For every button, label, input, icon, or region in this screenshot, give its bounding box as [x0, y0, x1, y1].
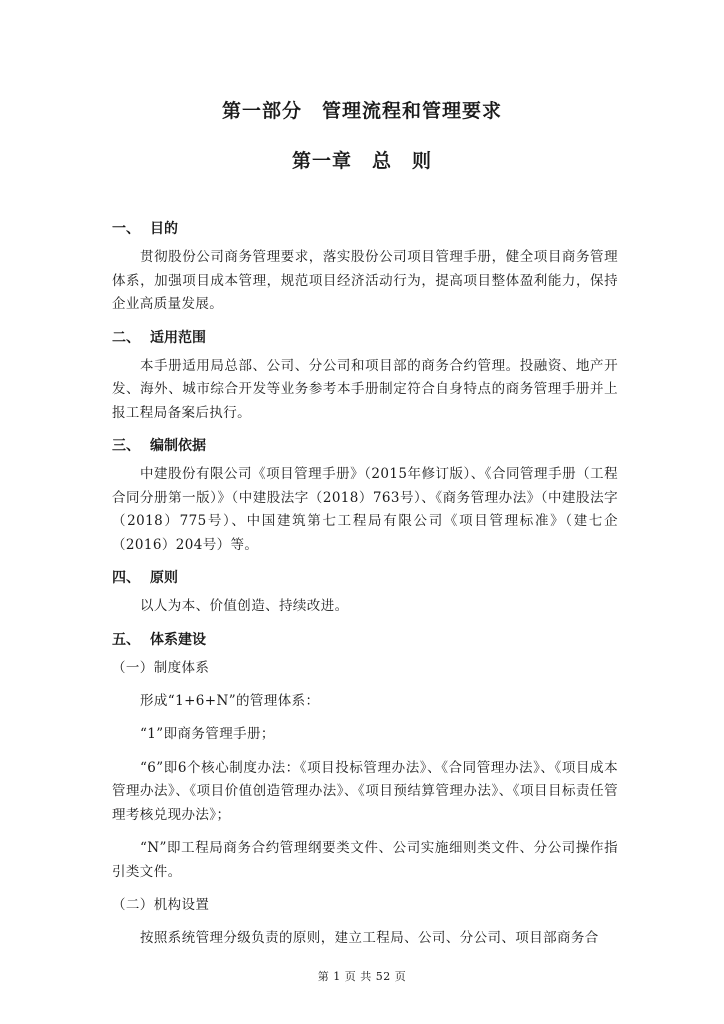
subsection-paragraph: “6”即6个核心制度办法：《项目投标管理办法》、《合同管理办法》、《项目成本管理办法》、《项目价值创造管理办法》、《项目预结算管理办法》、《项目目标责任管理考核兑现办法》； — [112, 759, 618, 823]
section-paragraph: 中建股份有限公司《项目管理手册》（2015年修订版）、《合同管理手册（工程合同分册第一版）》（中建股法字（2018）763号）、《商务管理办法》（中建股法字（2018）775号）、中国建筑第七工程局有限公司《项目管理标准》（建七企（2016）204号）等。 — [112, 466, 618, 553]
page-footer: 第 1 页 共 52 页 — [317, 970, 407, 983]
subsection-paragraph: 按照系统管理分级负责的原则，建立工程局、公司、分公司、项目部商务合 — [140, 930, 599, 946]
subsection-title: （二）机构设置 — [112, 897, 210, 913]
section-heading — [112, 567, 618, 589]
section-number: 四、 — [112, 570, 140, 586]
section-number: 一、 — [112, 221, 140, 237]
subsection-paragraph: “N”即工程局商务合约管理纲要类文件、公司实施细则类文件、分公司操作指引类文件。 — [112, 840, 618, 880]
section-title: 目的 — [150, 221, 178, 237]
section-number: 三、 — [112, 438, 140, 454]
section-paragraph: 本手册适用局总部、公司、分公司和项目部的商务合约管理。投融资、地产开发、海外、城市综合开发等业务参考本手册制定符合自身特点的商务管理手册并上报工程局备案后执行。 — [112, 357, 618, 421]
section-number: 二、 — [112, 329, 140, 346]
document-body — [112, 218, 618, 961]
chapter-title: 第一章 总 则 — [291, 150, 432, 172]
section-title: 体系建设 — [150, 631, 206, 648]
section-title: 编制依据 — [150, 438, 206, 454]
part-title: 第一部分 管理流程和管理要求 — [221, 100, 502, 122]
section-paragraph: 以人为本、价值创造、持续改进。 — [140, 598, 349, 614]
section-paragraph: 贯彻股份公司商务管理要求，落实股份公司项目管理手册，健全项目商务管理体系，加强项目成本管理，规范项目经济活动行为，提高项目整体盈利能力，保持企业高质量发展。 — [112, 249, 618, 312]
section-heading — [112, 327, 618, 349]
section-heading — [112, 218, 618, 240]
section-number: 五、 — [112, 631, 140, 648]
section-heading — [112, 629, 618, 651]
section-title: 适用范围 — [150, 329, 206, 346]
subsection-title: （一）制度体系 — [112, 659, 210, 676]
subsection-paragraph: 形成“1+6+N”的管理体系： — [140, 692, 320, 709]
section-title: 原则 — [150, 570, 178, 586]
subsection-paragraph: “1”即商务管理手册； — [140, 726, 275, 742]
section-heading — [112, 435, 618, 457]
